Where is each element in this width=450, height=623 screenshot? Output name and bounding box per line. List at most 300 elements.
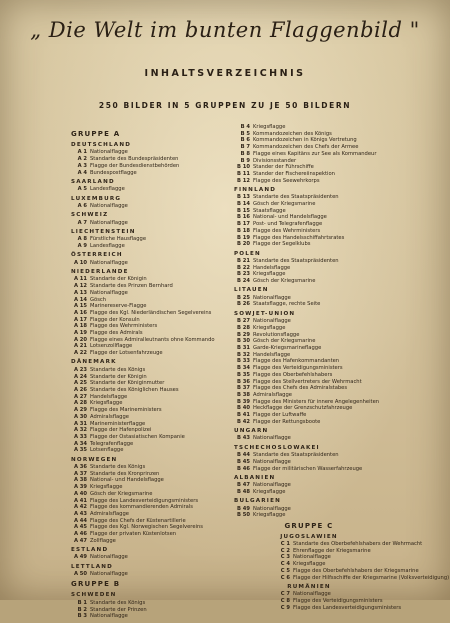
index-entry [234, 137, 424, 144]
entry-code: B 45 [237, 458, 250, 465]
entry-label: Lotsenflagge [90, 447, 124, 454]
entry-label: Garde-Kriegsmarineflagge [253, 344, 322, 351]
entry-label: Kommandozeichen des Königs [253, 130, 332, 137]
country-section [234, 428, 424, 442]
entry-label: Flagge des Handelsschiffahrtsrates [253, 234, 345, 241]
entry-label: Flagge des Admirals [90, 330, 143, 337]
country-section [234, 445, 424, 473]
index-entry [234, 338, 424, 345]
index-entry [71, 477, 231, 484]
index-entry [71, 236, 231, 243]
entry-label: Kriegsflagge [253, 271, 286, 278]
entry-code: A 49 [73, 554, 87, 561]
entry-label: Kriegsflagge [90, 484, 123, 491]
entry-label: Marineministerflagge [90, 420, 146, 427]
index-entry [234, 379, 424, 386]
entry-label: Nationalflagge [90, 149, 128, 156]
entry-label: Standarte der Königinmutter [90, 380, 165, 387]
index-entry [71, 186, 231, 193]
index-entry [71, 441, 231, 448]
index-entry [71, 220, 231, 227]
index-entry [71, 407, 231, 414]
entry-code: A 4 [77, 169, 87, 176]
entry-code: B 6 [240, 137, 250, 144]
country-heading: SCHWEIZ [71, 212, 109, 219]
index-entry [71, 518, 231, 525]
entry-label: Flagge des Kgl. Norwegischen Segelvereins [90, 524, 203, 531]
entry-label: Kriegsflagge [253, 124, 286, 130]
country-section [234, 584, 424, 612]
country-heading: ÖSTERREICH [71, 252, 123, 259]
entry-label: Flagge eines Admiralleutnants ohne Kommando [90, 336, 215, 343]
entry-code: B 33 [237, 358, 250, 365]
entry-code: A 19 [73, 330, 87, 337]
country-section [71, 196, 231, 210]
entry-label: Flagge der Hafenpolizei [90, 427, 152, 434]
entry-label: Standarte des Staatspräsidenten [253, 257, 339, 264]
index-entry [71, 471, 231, 478]
entry-code: A 10 [73, 259, 87, 266]
entry-label: Flagge der Rettungsboote [253, 418, 321, 425]
country-heading: NIEDERLANDE [71, 269, 129, 276]
entry-code: B 22 [237, 264, 250, 271]
entry-code: B 4 [240, 124, 250, 130]
country-heading: ESTLAND [71, 547, 109, 554]
index-entry [71, 394, 231, 401]
entry-code: A 33 [73, 433, 87, 440]
entry-label: Flagge des Seewehrkorps [253, 177, 320, 184]
index-entry [234, 412, 424, 419]
index-entry [234, 221, 424, 228]
entry-label: Stander der Fischereiinspektion [253, 170, 335, 177]
entry-code: A 37 [73, 470, 87, 477]
entry-label: Flagge des Verteidigungsministers [293, 597, 383, 604]
entry-code: B 47 [237, 482, 250, 489]
entry-label: Nationalflagge [253, 318, 291, 325]
entry-code: B 31 [237, 344, 250, 351]
index-entry [71, 310, 231, 317]
entry-code: A 41 [73, 497, 87, 504]
entry-code: A 43 [73, 510, 87, 517]
country-section [234, 311, 424, 426]
country-heading: DEUTSCHLAND [71, 142, 132, 148]
entry-label: Flagge des Kgl. Niederländischen Segelvereins [90, 309, 212, 316]
index-entry [71, 400, 231, 407]
index-entry [234, 435, 424, 442]
entry-code: B 38 [237, 391, 250, 398]
index-entry [234, 466, 424, 473]
entry-code: A 34 [73, 440, 87, 447]
country-section [71, 592, 231, 620]
entry-code: B 23 [237, 271, 250, 278]
index-entry [71, 511, 231, 518]
entry-label: Kriegsflagge [253, 488, 286, 495]
entry-code: B 15 [237, 207, 250, 214]
index-entry [71, 600, 231, 607]
country-section [71, 359, 231, 454]
entry-code: B 39 [237, 398, 250, 405]
entry-code: B 43 [237, 435, 250, 442]
entry-label: Nationalflagge [90, 613, 128, 620]
entry-code: B 35 [237, 371, 250, 378]
index-entry [234, 278, 424, 285]
country-heading: LETTLAND [71, 563, 113, 570]
index-entry [234, 151, 424, 158]
entry-code: A 6 [77, 202, 87, 209]
entry-label: Nationalflagge [293, 554, 331, 561]
entry-label: Flagge eines Kapitäns zur See als Kommandeur [253, 150, 377, 157]
index-entry [71, 613, 231, 620]
entry-code: A 1 [77, 149, 87, 156]
entry-code: B 14 [237, 201, 250, 208]
entry-code: B 12 [237, 177, 250, 184]
entry-label: Admiralsflagge [90, 413, 129, 420]
entry-label: Flagge des Chefs der Küstenartillerie [90, 517, 186, 524]
index-entry [234, 194, 424, 201]
entry-code: A 16 [73, 309, 87, 316]
entry-code: A 18 [73, 323, 87, 330]
entry-label: Nationalflagge [253, 294, 291, 301]
index-entry [71, 203, 231, 210]
country-heading: UNGARN [234, 428, 269, 435]
index-entry [234, 325, 424, 332]
index-entry [71, 491, 231, 498]
entry-label: Standarte des Staatspräsidenten [253, 194, 339, 201]
index-entry [234, 178, 424, 185]
entry-code: A 20 [73, 336, 87, 343]
entry-code: B 32 [237, 351, 250, 358]
index-entry [234, 372, 424, 379]
entry-code: A 47 [73, 537, 87, 544]
index-entry [234, 208, 424, 215]
country-section [71, 457, 231, 545]
index-entry [71, 350, 231, 357]
entry-label: Flagge des kommandierenden Admirals [90, 504, 193, 511]
page-title: „ Die Welt im bunten Flaggenbild " [30, 18, 420, 42]
country-heading: POLEN [234, 250, 261, 257]
entry-label: Heckflagge der Grenzschutzfahrzeuge [253, 405, 353, 412]
entry-label: Nationalflagge [90, 259, 128, 266]
entry-code: B 40 [237, 405, 250, 412]
entry-label: Flagge des Verteidigungsministers [253, 365, 343, 372]
index-entry [71, 156, 231, 163]
index-entry [234, 144, 424, 151]
entry-code: B 20 [237, 241, 250, 248]
index-entry [234, 164, 424, 171]
index-entry [71, 464, 231, 471]
entry-label: Kommandozeichen des Chefs der Armee [253, 144, 359, 151]
index-entry [71, 260, 231, 267]
entry-code: B 7 [240, 144, 250, 151]
entry-code: B 16 [237, 214, 250, 221]
country-section [234, 187, 424, 248]
entry-code: B 29 [237, 331, 250, 338]
entry-code: B 2 [77, 606, 87, 613]
group-heading: GRUPPE B [71, 580, 121, 589]
entry-label: Handelsflagge [90, 393, 128, 400]
index-entry [71, 414, 231, 421]
index-entry [234, 352, 424, 359]
index-entry [234, 258, 424, 265]
index-entry [71, 337, 231, 344]
entry-label: Flagge der Luftwaffe [253, 412, 307, 419]
index-entry [234, 295, 424, 302]
index-entry [234, 345, 424, 352]
entry-label: Admiralsflagge [90, 510, 129, 517]
entry-code: A 25 [73, 380, 87, 387]
entry-label: Standarte des Prinzen Bernhard [90, 283, 173, 290]
entry-label: Nationalflagge [253, 505, 291, 512]
entry-code: A 12 [73, 283, 87, 290]
country-section [234, 124, 424, 184]
index-entry [71, 427, 231, 434]
entry-label: Stander der Führschiffe [253, 164, 314, 171]
entry-label: Marinereserve-Flagge [90, 303, 147, 310]
index-entry [234, 561, 424, 568]
entry-label: Flagge des Landesverteidigungsministers [90, 497, 199, 504]
entry-label: Nationalflagge [293, 591, 331, 598]
country-heading: DÄNEMARK [71, 359, 117, 366]
entry-label: Nationalflagge [253, 458, 291, 465]
entry-code: B 41 [237, 412, 250, 419]
index-entry [234, 301, 424, 308]
entry-label: Nationalflagge [90, 289, 128, 296]
entry-code: B 9 [240, 157, 250, 164]
index-entry [234, 124, 424, 131]
index-entry [234, 358, 424, 365]
entry-label: Flagge des Oberbefehlshabers der Kriegsmarine [293, 567, 419, 574]
index-entry [234, 158, 424, 165]
entry-code: B 34 [237, 365, 250, 372]
entry-label: Flagge des Hafenkommandanten [253, 358, 340, 365]
index-entry [71, 330, 231, 337]
entry-label: Gösch der Kriegsmarine [90, 490, 153, 497]
entry-code: B 48 [237, 488, 250, 495]
entry-label: Nationalflagge [90, 202, 128, 209]
entry-label: Standarte der Königin [90, 373, 147, 380]
country-heading: LIECHTENSTEIN [71, 228, 136, 235]
index-entry [234, 171, 424, 178]
index-entry [234, 605, 424, 612]
index-entry [234, 241, 424, 248]
country-heading: TSCHECHOSLOWAKEI [234, 444, 320, 451]
entry-label: Gösch der Kriegsmarine [253, 278, 316, 285]
entry-label: Standarte des Oberbefehlshabers der Wehrmacht [293, 541, 423, 548]
entry-code: B 28 [237, 324, 250, 331]
entry-code: B 10 [237, 164, 250, 171]
index-entry [71, 434, 231, 441]
entry-code: A 17 [73, 316, 87, 323]
country-section [234, 533, 450, 582]
index-entry [234, 459, 424, 466]
country-section [234, 498, 424, 519]
index-entry [234, 548, 424, 555]
index-entry [234, 228, 424, 235]
index-entry [234, 568, 424, 575]
index-entry [234, 482, 424, 489]
entry-label: Flagge des Wehrministers [90, 323, 158, 330]
entry-label: Kriegsflagge [253, 512, 286, 519]
entry-code: B 26 [237, 301, 250, 308]
entry-code: A 40 [73, 490, 87, 497]
entry-code: B 1 [77, 599, 87, 606]
entry-code: B 13 [237, 194, 250, 201]
country-heading: SAARLAND [71, 178, 115, 185]
entry-label: Flagge des Ministers für innere Angelegenheiten [253, 398, 380, 405]
index-entry [71, 149, 231, 156]
country-heading: LITAUEN [234, 287, 269, 294]
entry-code: A 27 [73, 393, 87, 400]
country-section [234, 287, 424, 308]
entry-label: Admiralsflagge [253, 391, 292, 398]
entry-code: A 29 [73, 407, 87, 414]
entry-code: A 46 [73, 531, 87, 538]
entry-code: A 7 [77, 219, 87, 226]
entry-code: A 35 [73, 447, 87, 454]
entry-code: A 14 [73, 296, 87, 303]
index-entry [234, 392, 424, 399]
entry-code: C 9 [280, 604, 290, 611]
index-entry [234, 541, 424, 548]
index-entry [234, 574, 450, 582]
entry-code: A 3 [77, 162, 87, 169]
index-entry [234, 489, 424, 496]
country-heading: ALBANIEN [234, 474, 276, 481]
entry-code: B 21 [237, 257, 250, 264]
entry-code: B 5 [240, 130, 250, 137]
entry-code: B 44 [237, 452, 250, 459]
entry-code: C 2 [280, 547, 290, 554]
entry-label: Divisionsstander [253, 157, 297, 164]
group-heading: GRUPPE A [71, 130, 121, 138]
entry-label: Flagge der Ostasiatischen Kompanie [90, 433, 185, 440]
entry-label: Nationalflagge [90, 219, 128, 226]
entry-label: Landesflagge [90, 186, 125, 193]
index-entry [234, 554, 424, 561]
entry-label: Nationalflagge [90, 554, 128, 561]
entry-label: Flagge der Lotsenfahrzeuge [90, 350, 163, 357]
index-entry [71, 283, 231, 290]
entry-code: A 11 [73, 276, 87, 283]
entry-code: B 19 [237, 234, 250, 241]
index-entry [71, 317, 231, 324]
index-entry [71, 531, 231, 538]
entry-code: C 3 [280, 554, 290, 561]
entry-code: A 5 [77, 186, 87, 193]
entry-code: A 8 [77, 236, 87, 243]
index-entry [234, 512, 424, 519]
entry-label: Kommandozeichen in Königs Vertretung [253, 137, 357, 144]
entry-label: Telegrafenflagge [90, 440, 134, 447]
entry-code: B 27 [237, 318, 250, 325]
entry-code: A 39 [73, 484, 87, 491]
entry-label: Gösch [90, 296, 107, 303]
country-heading: LUXEMBURG [71, 195, 122, 202]
entry-code: C 4 [280, 561, 290, 568]
index-column-right [234, 124, 450, 614]
country-heading: JUGOSLAWIEN [280, 533, 338, 540]
entry-label: Flagge der militärischen Wasserfahrzeuge [253, 465, 363, 472]
entry-label: Kriegsflagge [253, 324, 286, 331]
entry-code: C 1 [280, 541, 290, 548]
entry-label: Kriegsflagge [90, 400, 123, 407]
entry-label: Standarte des Königs [90, 599, 146, 606]
index-entry [71, 170, 231, 177]
entry-code: A 38 [73, 477, 87, 484]
index-entry [234, 201, 424, 208]
country-heading: NORWEGEN [71, 456, 118, 463]
entry-label: Kriegsflagge [293, 561, 326, 568]
country-section [71, 179, 231, 193]
entry-label: Standarte des Königlichen Hauses [90, 386, 179, 393]
contents-subheading: 250 BILDER IN 5 GRUPPEN ZU JE 50 BILDERN [98, 101, 352, 110]
entry-code: B 24 [237, 278, 250, 285]
index-entry [71, 323, 231, 330]
entry-code: B 3 [77, 613, 87, 620]
index-entry [71, 421, 231, 428]
entry-code: B 50 [237, 512, 250, 519]
entry-code: B 46 [237, 465, 250, 472]
entry-code: A 15 [73, 303, 87, 310]
entry-code: A 32 [73, 427, 87, 434]
country-heading: RUMÄNIEN [287, 583, 331, 590]
index-entry [234, 318, 424, 325]
index-entry [234, 591, 424, 598]
index-column-left [71, 128, 231, 623]
entry-code: C 7 [280, 591, 290, 598]
entry-label: Flagge der privaten Küstenlotsen [90, 531, 177, 538]
entry-code: B 8 [240, 150, 250, 157]
entry-code: A 44 [73, 517, 87, 524]
entry-label: Post- und Telegrafenflagge [253, 221, 323, 228]
index-entry [71, 290, 231, 297]
entry-label: Landesflagge [90, 243, 125, 250]
country-section [71, 142, 231, 176]
entry-code: B 25 [237, 294, 250, 301]
index-entry [71, 374, 231, 381]
index-entry [234, 235, 424, 242]
entry-code: B 17 [237, 221, 250, 228]
entry-code: A 42 [73, 504, 87, 511]
entry-code: C 5 [280, 567, 290, 574]
entry-label: Revolutionsflagge [253, 331, 300, 338]
country-heading: SOWJET-UNION [234, 310, 296, 317]
index-entry [71, 343, 231, 350]
entry-label: Fürstliche Hausflagge [90, 236, 147, 243]
entry-code: B 42 [237, 418, 250, 425]
index-entry [234, 271, 424, 278]
entry-label: Flagge der Hilfsschiffe der Kriegsmarine (Volksverteidigung) [293, 574, 450, 581]
entry-code: B 36 [237, 378, 250, 385]
entry-label: Nationalflagge [253, 482, 291, 489]
index-entry [234, 131, 424, 138]
entry-label: Standarte des Königs [90, 366, 146, 373]
index-entry [234, 332, 424, 339]
country-section [71, 269, 231, 357]
index-entry [234, 399, 424, 406]
index-entry [234, 265, 424, 272]
index-entry [71, 243, 231, 250]
entry-label: Standarte des Bundespräsidenten [90, 156, 179, 163]
entry-code: B 18 [237, 227, 250, 234]
entry-label: Flagge des Chefs des Admiralstabes [253, 385, 348, 392]
entry-label: Staatsflagge, rechte Seite [253, 301, 321, 308]
index-entry [71, 303, 231, 310]
entry-code: A 9 [77, 243, 87, 250]
index-entry [71, 554, 231, 561]
index-entry [71, 387, 231, 394]
entry-code: A 13 [73, 289, 87, 296]
